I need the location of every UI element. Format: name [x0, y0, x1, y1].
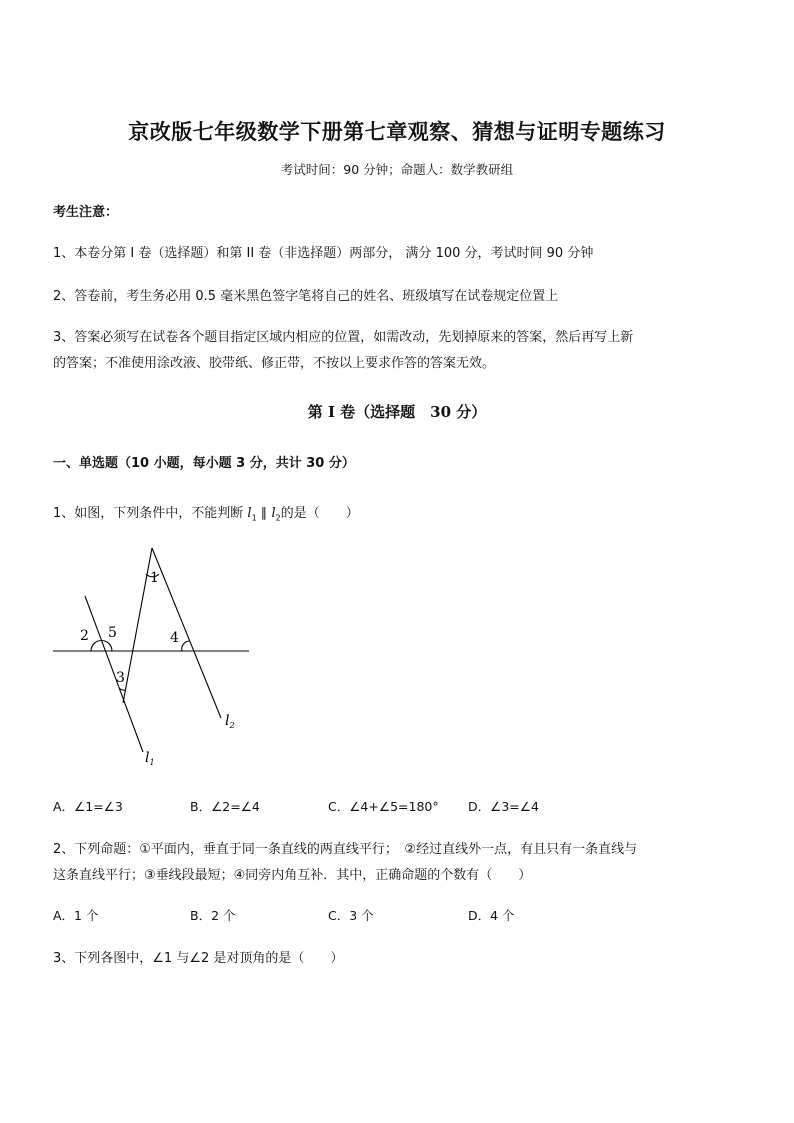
- q1-option-d: D．∠3=∠4: [468, 799, 539, 814]
- angle-label-4: 4: [170, 630, 179, 646]
- line-l2-symbol: l: [271, 506, 276, 521]
- transversal-line: [123, 548, 152, 703]
- label-l1-main: l: [145, 750, 150, 766]
- q1-option-b: B．∠2=∠4: [190, 799, 260, 814]
- part-heading: 一、单选题（10 小题，每小题 3 分，共计 30 分）: [53, 456, 355, 471]
- line-l1: [85, 596, 143, 752]
- line-l1-symbol: l: [247, 506, 252, 521]
- label-l2-sub: 2: [229, 721, 235, 730]
- question-1-stem-prefix: 1、如图，下列条件中，不能判断: [53, 506, 248, 521]
- angle-label-5: 5: [108, 625, 117, 641]
- angle-arc-4: [182, 641, 190, 651]
- angle-label-3: 3: [116, 670, 125, 686]
- question-2-stem-line-2: 这条直线平行；③垂线段最短；④同旁内角互补．其中，正确命题的个数有（ ）: [53, 868, 532, 883]
- label-l1-sub: 1: [149, 758, 155, 767]
- question-2-stem-line-1: 2、下列命题：①平面内，垂直于同一条直线的两直线平行； ②经过直线外一点，有且只有一条直线与: [53, 842, 638, 857]
- angle-label-2: 2: [80, 628, 89, 644]
- label-l1: [145, 750, 155, 767]
- section-title: 第 I 卷（选择题 30 分）: [307, 403, 487, 421]
- label-l2-main: l: [225, 713, 230, 729]
- angle-label-1: 1: [150, 570, 159, 586]
- notice-heading: 考生注意：: [53, 205, 119, 220]
- q1-option-a: A．∠1=∠3: [53, 799, 123, 814]
- q2-option-c: C．3 个: [328, 908, 374, 923]
- parallel-symbol: ∥: [256, 506, 272, 521]
- document-title: 京改版七年级数学下册第七章观察、猜想与证明专题练习: [128, 119, 666, 144]
- q1-option-c: C．∠4+∠5=180°: [328, 799, 439, 814]
- label-l2: [225, 713, 235, 730]
- notice-item-3: 3、答案必须写在试卷各个题目指定区域内相应的位置，如需改动，先划掉原来的答案，然后再写上新: [53, 330, 634, 345]
- q2-option-b: B．2 个: [190, 908, 236, 923]
- question-1-stem-suffix: 的是（ ）: [280, 506, 359, 521]
- notice-item-2: 2、答卷前，考生务必用 0.5 毫米黑色签字笔将自己的姓名、班级填写在试卷规定位置上: [53, 289, 559, 304]
- line-l2: [152, 548, 221, 718]
- line-l1-subscript: 1: [251, 513, 257, 523]
- q2-option-d: D．4 个: [468, 908, 515, 923]
- question-3-stem: 3、下列各图中，∠1 与∠2 是对顶角的是（ ）: [53, 951, 344, 966]
- exam-info: 考试时间：90 分钟；命题人：数学教研组: [280, 162, 514, 177]
- notice-item-1: 1、本卷分第 I 卷（选择题）和第 II 卷（非选择题）两部分， 满分 100 分，考试时间 90 分钟: [53, 246, 594, 261]
- angle-arc-2-5: [91, 641, 112, 652]
- line-l2-subscript: 2: [275, 513, 281, 523]
- q2-option-a: A．1 个: [53, 908, 99, 923]
- notice-item-3-continued: 的答案；不准使用涂改液、胶带纸、修正带，不按以上要求作答的答案无效。: [53, 356, 496, 371]
